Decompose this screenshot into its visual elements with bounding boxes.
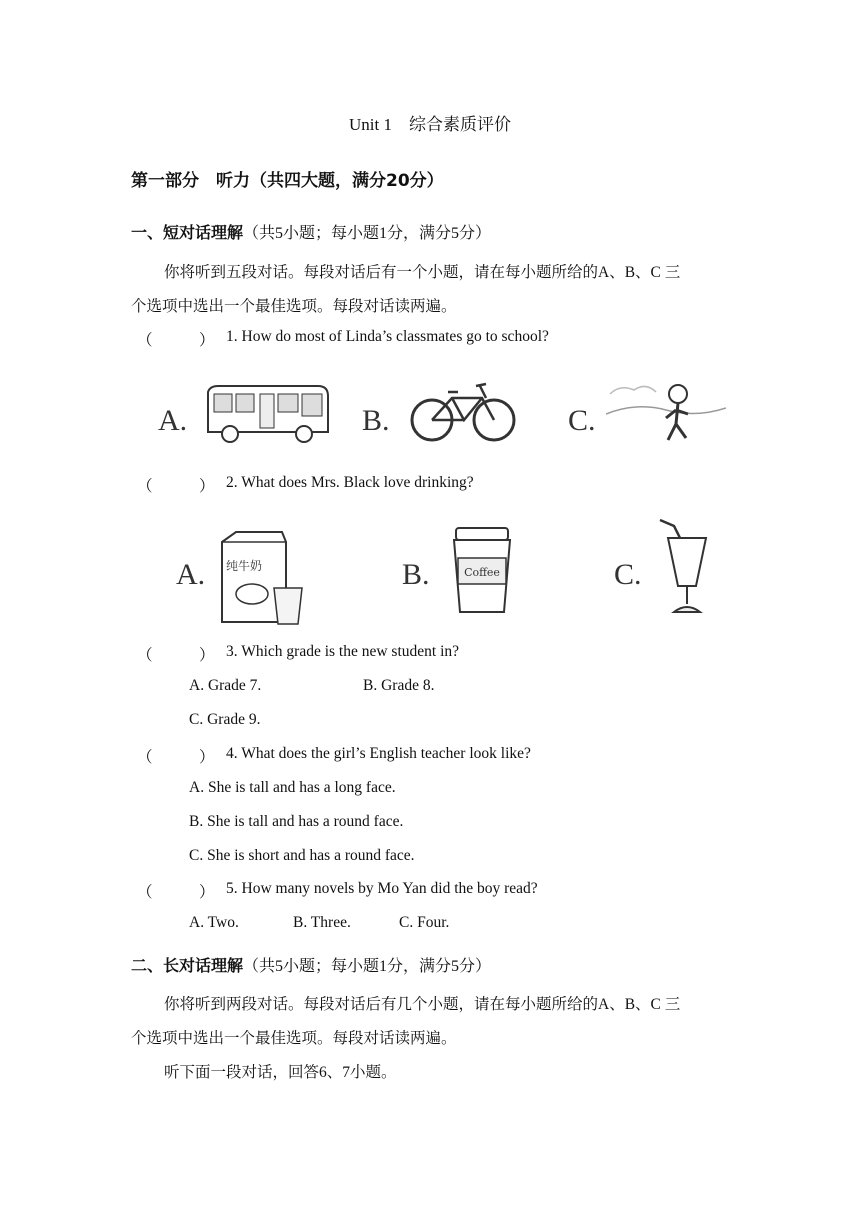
q4-option-c: C. She is short and has a round face. xyxy=(189,847,415,864)
q3-option-b: B. Grade 8. xyxy=(363,677,435,694)
coffee-cup-icon xyxy=(448,524,516,616)
section-1-instruction-line-1: 你将听到五段对话。每段对话后有一个小题，请在每小题所给的A、B、C 三 xyxy=(164,264,681,281)
answer-blank-3[interactable]: （ ） xyxy=(137,647,215,664)
answer-blank-4[interactable]: （ ） xyxy=(137,749,215,766)
part-heading: 第一部分 听力（共四大题，满分20分） xyxy=(131,171,444,191)
question-1: 1. How do most of Linda’s classmates go to school? xyxy=(226,328,549,345)
q5-option-c: C. Four. xyxy=(399,914,450,931)
q1-option-c-label: C. xyxy=(568,404,596,437)
question-3: 3. Which grade is the new student in? xyxy=(226,643,460,660)
answer-blank-1[interactable]: （ ） xyxy=(137,332,215,349)
q2-option-a-label: A. xyxy=(176,558,206,591)
answer-blank-5[interactable]: （ ） xyxy=(137,884,215,901)
answer-blank-2[interactable]: （ ） xyxy=(137,478,215,495)
bicycle-icon xyxy=(408,376,518,446)
q3-option-a: A. Grade 7. xyxy=(189,677,262,694)
question-4: 4. What does the girl’s English teacher look like? xyxy=(226,745,531,762)
q2-option-c-label: C. xyxy=(614,558,642,591)
section-2-instruction-line-3: 听下面一段对话，回答6、7小题。 xyxy=(164,1064,397,1081)
q2-option-b-label: B. xyxy=(402,558,430,591)
q3-option-c: C. Grade 9. xyxy=(189,711,261,728)
section-1-note: （共5小题；每小题1分，满分5分） xyxy=(243,225,492,242)
section-2-heading xyxy=(131,953,491,976)
milk-carton-text: 纯牛奶 xyxy=(226,559,263,573)
section-2-instruction-line-2: 个选项中选出一个最佳选项。每段对话读两遍。 xyxy=(131,1030,457,1047)
question-5: 5. How many novels by Mo Yan did the boy read? xyxy=(226,880,538,897)
section-2-title: 二、长对话理解 xyxy=(131,956,244,975)
juice-glass-icon xyxy=(654,516,718,620)
milk-carton-icon xyxy=(216,528,308,628)
section-1-title: 一、短对话理解 xyxy=(131,223,244,242)
page-title: Unit 1 综合素质评价 xyxy=(349,115,511,134)
q5-option-b: B. Three. xyxy=(293,914,351,931)
q4-option-a: A. She is tall and has a long face. xyxy=(189,779,396,796)
section-1-heading xyxy=(131,220,491,243)
section-1-instruction-line-2: 个选项中选出一个最佳选项。每段对话读两遍。 xyxy=(131,298,457,315)
q1-option-a-label: A. xyxy=(158,404,188,437)
section-2-note: （共5小题；每小题1分，满分5分） xyxy=(243,958,492,975)
q4-option-b: B. She is tall and has a round face. xyxy=(189,813,404,830)
section-2-instruction-line-1: 你将听到两段对话。每段对话后有几个小题，请在每小题所给的A、B、C 三 xyxy=(164,996,681,1013)
walking-boy-icon xyxy=(606,374,726,450)
q5-option-a: A. Two. xyxy=(189,914,239,931)
coffee-cup-text: Coffee xyxy=(464,566,500,579)
q1-option-b-label: B. xyxy=(362,404,390,437)
bus-icon xyxy=(200,382,334,446)
question-2: 2. What does Mrs. Black love drinking? xyxy=(226,474,474,491)
